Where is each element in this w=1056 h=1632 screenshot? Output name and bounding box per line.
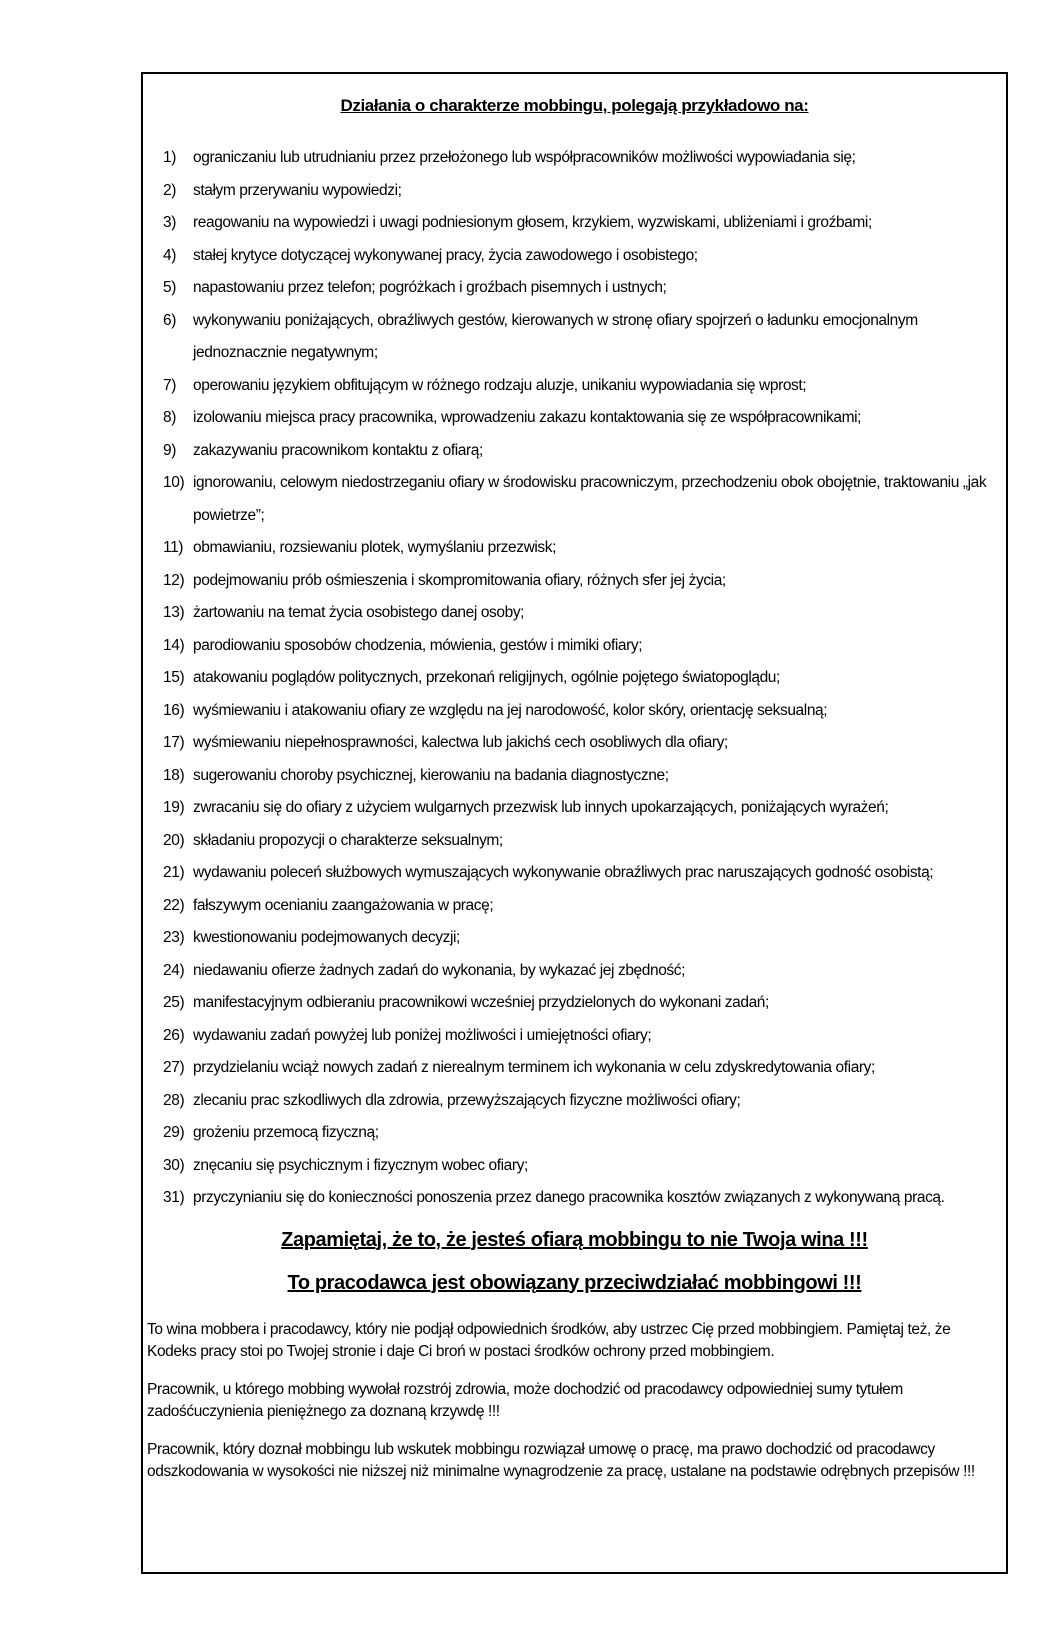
list-item xyxy=(163,922,994,955)
list-item-number: 20) xyxy=(163,831,185,849)
list-item xyxy=(163,890,994,923)
list-item-number: 19) xyxy=(163,799,185,816)
heading-remember-text: Zapamiętaj, że to, że jesteś ofiarą mobbingu to nie Twoja wina !!! xyxy=(281,1228,868,1251)
list-item-number: 26) xyxy=(163,1026,185,1044)
list-item xyxy=(163,305,994,370)
list-item-text: manifestacyjnym odbieraniu pracownikowi wcześniej przydzielonych do wykonani zadań; xyxy=(193,994,769,1011)
list-item xyxy=(163,825,994,858)
list-item xyxy=(163,792,994,825)
list-item-text: napastowaniu przez telefon; pogróżkach i groźbach pisemnych i ustnych; xyxy=(193,279,667,296)
list-item xyxy=(163,175,994,208)
list-item xyxy=(163,532,994,565)
heading-employer-text: To pracodawca jest obowiązany przeciwdziałać mobbingowi !!! xyxy=(287,1271,862,1294)
list-item-number: 3) xyxy=(163,214,176,231)
list-item xyxy=(163,857,994,890)
list-item-number: 25) xyxy=(163,994,185,1011)
list-item xyxy=(163,207,994,240)
list-item xyxy=(163,987,994,1020)
list-item-text: żartowaniu na temat życia osobistego danej osoby; xyxy=(193,604,525,621)
list-item-text: podejmowaniu prób ośmieszenia i skompromitowania ofiary, różnych sfer jej życia; xyxy=(193,571,726,589)
list-item-number: 31) xyxy=(163,1189,185,1206)
list-item-text: ograniczaniu lub utrudnianiu przez przełożonego lub współpracowników możliwości wypowiadania się; xyxy=(193,149,856,166)
list-item-text: fałszywym ocenianiu zaangażowania w pracę; xyxy=(193,896,494,914)
list-item xyxy=(163,662,994,695)
list-item-text: zakazywaniu pracownikom kontaktu z ofiarą; xyxy=(193,441,483,459)
list-item-number: 12) xyxy=(163,571,185,589)
list-item-number: 22) xyxy=(163,896,185,914)
list-item-text: zwracaniu się do ofiary z użyciem wulgarnych przezwisk lub innych upokarzających, poniżających wyrażeń; xyxy=(193,799,889,816)
list-item xyxy=(163,402,994,435)
list-item-text: wykonywaniu poniżających, obraźliwych gestów, kierowanych w stronę ofiary spojrzeń o ładunku emocjonalnym jednoznacznie negatywnym; xyxy=(193,311,918,361)
list-item-text: grożeniu przemocą fizyczną; xyxy=(193,1124,379,1141)
list-item xyxy=(163,955,994,988)
list-item-number: 29) xyxy=(163,1124,185,1141)
list-item-number: 8) xyxy=(163,409,176,426)
list-item-number: 23) xyxy=(163,929,185,946)
list-item-number: 30) xyxy=(163,1156,185,1174)
list-item xyxy=(163,1052,994,1085)
list-item-text: atakowaniu poglądów politycznych, przekonań religijnych, ogólnie pojętego światopoglądu; xyxy=(193,669,780,686)
list-item-number: 5) xyxy=(163,279,176,296)
list-item xyxy=(163,1117,994,1150)
heading-remember xyxy=(153,1229,996,1252)
list-item xyxy=(163,435,994,468)
list-item-number: 15) xyxy=(163,669,185,686)
list-item-number: 10) xyxy=(163,474,185,491)
mobbing-behaviors-list xyxy=(143,142,1006,1215)
list-item xyxy=(163,727,994,760)
list-item-number: 6) xyxy=(163,311,176,329)
paragraph-blame: To wina mobbera i pracodawcy, który nie podjął odpowiednich środków, aby ustrzec Cię przed mobbingiem. Pamiętaj też, że Kodeks pracy stoi po Twojej stronie i daje Ci broń w postaci środków ochrony przed mobbingiem. xyxy=(147,1320,951,1360)
list-item xyxy=(163,240,994,273)
list-item-text: kwestionowaniu podejmowanych decyzji; xyxy=(193,929,460,946)
list-item-text: parodiowaniu sposobów chodzenia, mówienia, gestów i mimiki ofiary; xyxy=(193,636,643,654)
heading-employer xyxy=(153,1272,996,1295)
list-item-number: 21) xyxy=(163,864,185,881)
list-item-number: 18) xyxy=(163,766,185,784)
document-page xyxy=(141,72,1008,1574)
list-item-text: wydawaniu zadań powyżej lub poniżej możliwości i umiejętności ofiary; xyxy=(193,1026,652,1044)
list-item-number: 24) xyxy=(163,961,185,979)
list-item xyxy=(163,370,994,403)
list-item xyxy=(163,1020,994,1053)
list-item xyxy=(163,695,994,728)
list-item xyxy=(163,467,994,532)
list-item-number: 16) xyxy=(163,701,185,719)
list-item-text: wydawaniu poleceń służbowych wymuszających wykonywanie obraźliwych prac naruszających godność osobistą; xyxy=(193,864,934,881)
list-item-number: 28) xyxy=(163,1091,185,1109)
list-item-text: stałym przerywaniu wypowiedzi; xyxy=(193,181,402,199)
list-item-text: składaniu propozycji o charakterze seksualnym; xyxy=(193,831,503,849)
list-item-number: 2) xyxy=(163,181,176,199)
paragraph-damages: Pracownik, który doznał mobbingu lub wskutek mobbingu rozwiązał umowę o pracę, ma prawo dochodzić od pracodawcy odszkodowania w wysokości nie niższej niż minimalne wynagrodzenie za pracę, ustalane na podstawie odrębnych przepisów !!! xyxy=(147,1440,975,1480)
list-item-text: obmawianiu, rozsiewaniu plotek, wymyślaniu przezwisk; xyxy=(193,539,557,556)
list-item-number: 14) xyxy=(163,636,185,654)
list-item-text: zlecaniu prac szkodliwych dla zdrowia, przewyższających fizyczne możliwości ofiary; xyxy=(193,1091,741,1109)
document-title: Działania o charakterze mobbingu, polegają przykładowo na: xyxy=(340,96,809,115)
closing-paragraphs xyxy=(147,1319,1000,1483)
list-item-text: przyczynianiu się do konieczności ponoszenia przez danego pracownika kosztów związanych z wykonywaną pracą. xyxy=(193,1189,945,1206)
list-item xyxy=(163,565,994,598)
list-item xyxy=(163,1085,994,1118)
paragraph-health-compensation: Pracownik, u którego mobbing wywołał rozstrój zdrowia, może dochodzić od pracodawcy odpowiedniej sumy tytułem zadośćuczynienia pieniężnego za doznaną krzywdę !!! xyxy=(147,1380,903,1420)
list-item-text: operowaniu językiem obfitującym w różnego rodzaju aluzje, unikaniu wypowiadania się wprost; xyxy=(193,376,807,394)
list-item-number: 1) xyxy=(163,149,176,166)
list-item-text: stałej krytyce dotyczącej wykonywanej pracy, życia zawodowego i osobistego; xyxy=(193,246,698,264)
list-item-number: 17) xyxy=(163,734,185,751)
list-item xyxy=(163,1182,994,1215)
list-item xyxy=(163,1150,994,1183)
list-item-text: wyśmiewaniu i atakowaniu ofiary ze względu na jej narodowość, kolor skóry, orientację seksualną; xyxy=(193,701,828,719)
list-item xyxy=(163,142,994,175)
list-item-number: 11) xyxy=(163,539,184,556)
list-item-text: niedawaniu ofierze żadnych zadań do wykonania, by wykazać jej zbędność; xyxy=(193,961,686,979)
list-item-text: reagowaniu na wypowiedzi i uwagi podniesionym głosem, krzykiem, wyzwiskami, ubliżeniami i groźbami; xyxy=(193,214,872,231)
list-item-text: wyśmiewaniu niepełnosprawności, kalectwa lub jakichś cech osobliwych dla ofiary; xyxy=(193,734,728,751)
list-item xyxy=(163,597,994,630)
list-item xyxy=(163,760,994,793)
list-item xyxy=(163,630,994,663)
list-item-text: ignorowaniu, celowym niedostrzeganiu ofiary w środowisku pracowniczym, przechodzeniu obok obojętnie, traktowaniu „jak powietrze”; xyxy=(193,474,987,524)
list-item-number: 27) xyxy=(163,1059,185,1076)
list-item xyxy=(163,272,994,305)
list-item-number: 7) xyxy=(163,376,176,394)
list-item-text: sugerowaniu choroby psychicznej, kierowaniu na badania diagnostyczne; xyxy=(193,766,669,784)
list-item-text: znęcaniu się psychicznym i fizycznym wobec ofiary; xyxy=(193,1156,528,1174)
list-item-number: 9) xyxy=(163,441,176,459)
list-item-text: przydzielaniu wciąż nowych zadań z nierealnym terminem ich wykonania w celu zdyskredytowania ofiary; xyxy=(193,1059,875,1076)
list-item-number: 13) xyxy=(163,604,185,621)
list-item-text: izolowaniu miejsca pracy pracownika, wprowadzeniu zakazu kontaktowania się ze współpracownikami; xyxy=(193,409,862,426)
list-item-number: 4) xyxy=(163,246,176,264)
